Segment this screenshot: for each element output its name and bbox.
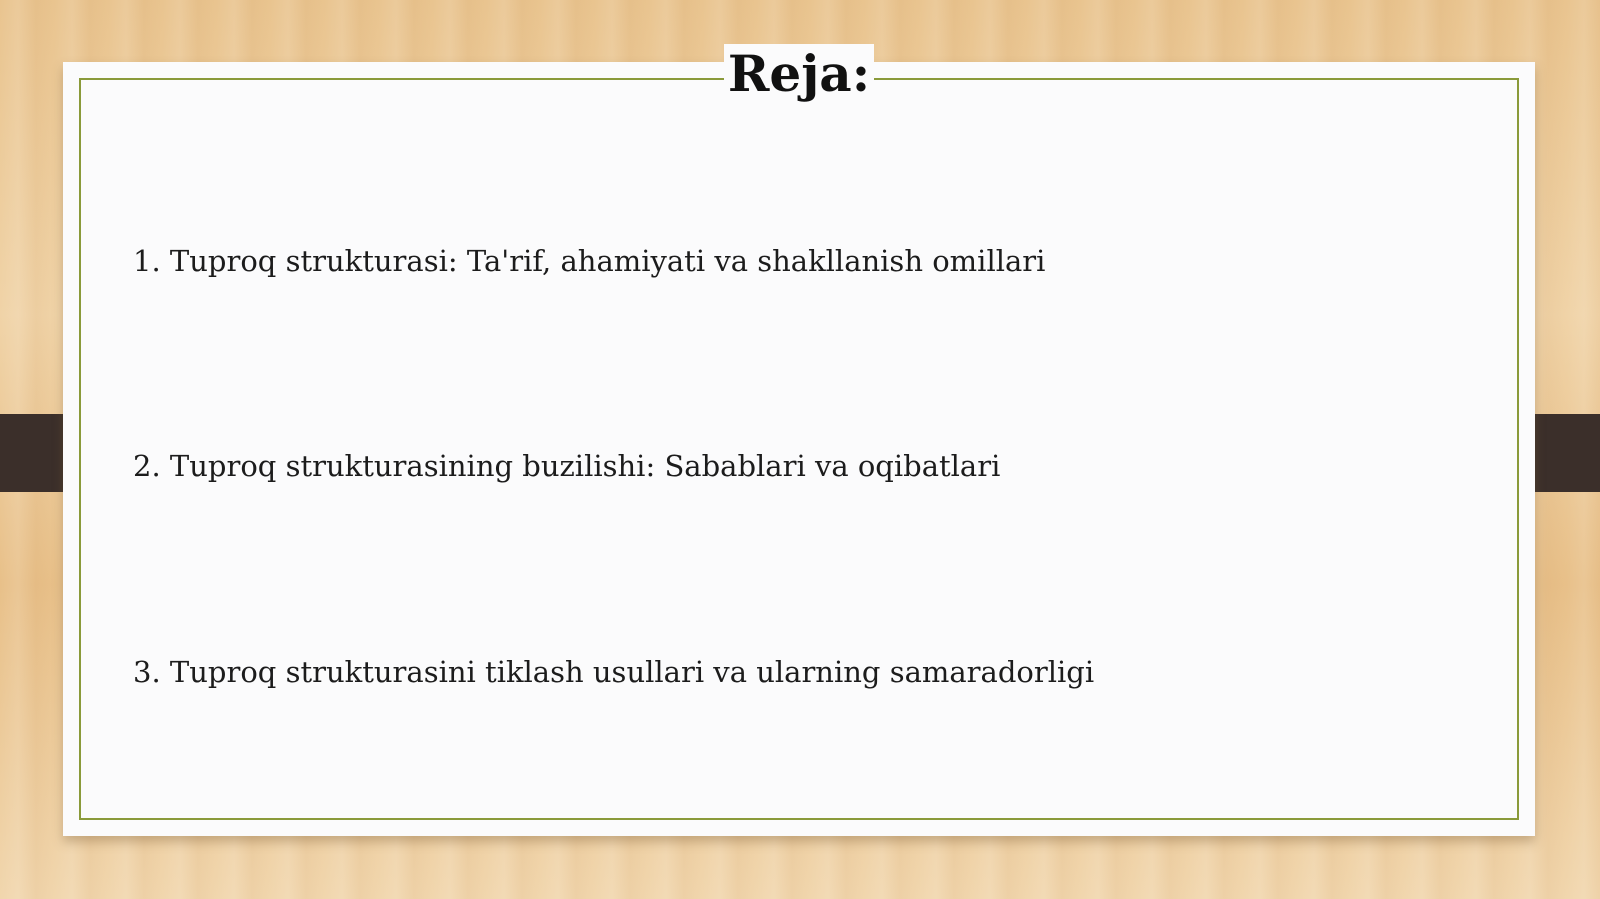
plan-item-1: 1. Tuproq strukturasi: Ta'rif, ahamiyati va shakllanish omillari — [133, 244, 1046, 278]
plan-item-3: 3. Tuproq strukturasini tiklash usullari va ularning samaradorligi — [133, 655, 1095, 689]
slide-card — [63, 44, 1535, 836]
plan-item-2: 2. Tuproq strukturasining buzilishi: Sabablari va oqibatlari — [133, 449, 1001, 483]
slide-title-wrapper — [63, 44, 1535, 104]
slide-title: Reja: — [724, 44, 874, 103]
